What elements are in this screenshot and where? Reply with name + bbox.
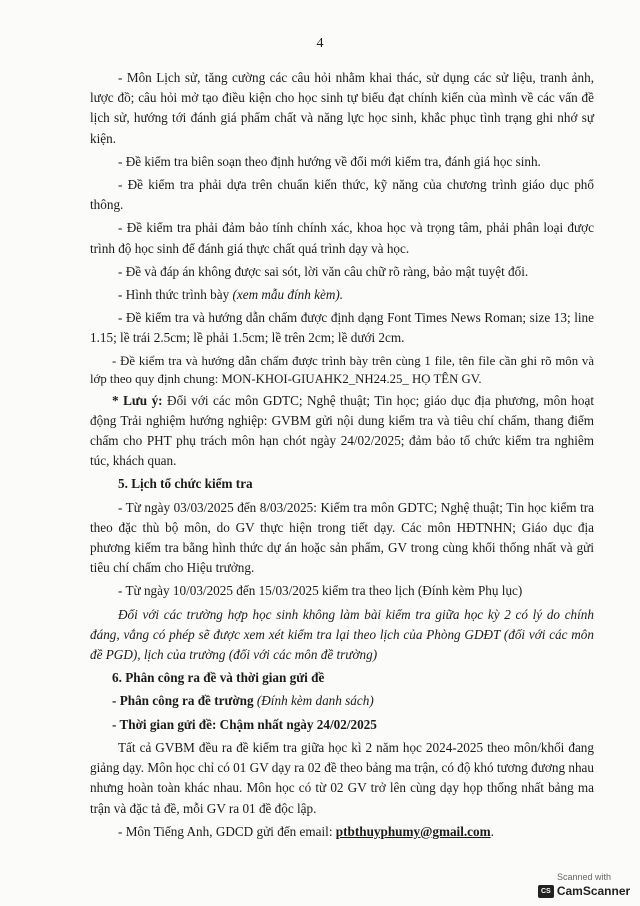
document-body <box>90 68 594 845</box>
paragraph-format <box>90 285 594 305</box>
scanner-watermark <box>536 872 632 898</box>
paragraph-teachers: Tất cả GVBM đều ra đề kiểm tra giữa học kì 2 năm học 2024-2025 theo môn/khối đang giảng dạy. Môn học chỉ có 01 GV dạy ra 02 đề theo bảng ma trận, có độ khó tương đương nhau nhưng hoàn toàn khác nhau. Môn học có từ 02 GV trở lên cùng dạy họp thống nhất bảng ma trận và đặc tả đề, mỗi GV ra 01 đề độc lập. <box>90 739 594 816</box>
email-link[interactable]: ptbthuyphumy@gmail.com <box>335 823 491 839</box>
paragraph-answer-key: - Đề và đáp án không được sai sót, lời văn câu chữ rõ ràng, bảo mật tuyệt đối. <box>118 263 529 279</box>
note-text: Đối với các môn GDTC; Nghệ thuật; Tin học; giáo dục địa phương, môn hoạt động Trải nghiệm hướng nghiệp: GVBM gửi nội dung kiểm tra và tiêu chí chấm, thang điểm chấm cho PHT phụ trách môn hạn chót ngày 24/02/2025; đảm bảo tổ chức kiểm tra nghiêm túc, khách quan. <box>90 392 594 469</box>
format-text: - Hình thức trình bày <box>118 287 233 303</box>
paragraph-deadline: - Thời gian gửi đề: Chậm nhất ngày 24/02/2025 <box>112 716 377 732</box>
heading-schedule: 5. Lịch tổ chức kiểm tra <box>118 476 253 492</box>
paragraph-history: - Môn Lịch sử, tăng cường các câu hỏi nhằm khai thác, sử dụng các sử liệu, tranh ảnh, lược đồ; câu hỏi mở tạo điều kiện cho học sinh tự biểu đạt chính kiến của mình về các vấn đề lịch sử, hướng tới đánh giá phẩm chất và năng lực học sinh, khắc phục tình trạng ghi nhớ sự kiện. <box>90 70 594 146</box>
paragraph-assignment <box>90 691 594 711</box>
paragraph-file-name: - Đề kiểm tra và hướng dẫn chấm được trình bày trên cùng 1 file, tên file cần ghi rõ môn và lớp theo quy định chung: MON-KHOI-GIUAHK2_NH24.25_ HỌ TÊN GV. <box>90 353 594 386</box>
paragraph-standard: - Đề kiểm tra phải dựa trên chuẩn kiến thức, kỹ năng của chương trình giáo dục phổ thông. <box>90 177 594 213</box>
assignment-note: (Đính kèm danh sách) <box>253 693 374 709</box>
paragraph-orientation: - Đề kiểm tra biên soạn theo định hướng về đổi mới kiểm tra, đánh giá học sinh. <box>118 153 541 169</box>
page-number: 4 <box>316 36 324 51</box>
assignment-label: - Phân công ra đề trường <box>112 693 254 709</box>
paragraph-absent: Đối với các trường hợp học sinh không làm bài kiểm tra giữa học kỳ 2 có lý do chính đáng, vắng có phép sẽ được xem xét kiểm tra lại theo lịch của Phòng GDĐT (đối với các môn đề PGD), lịch của trường (đối với các môn đề trường) <box>90 606 594 663</box>
heading-assignment: 6. Phân công ra đề và thời gian gửi đề <box>112 670 325 686</box>
camscanner-logo-icon: CS <box>538 885 554 898</box>
paragraph-font: - Đề kiểm tra và hướng dẫn chấm được định dạng Font Times News Roman; size 13; line 1.15; lề trái 2.5cm; lề phải 1.5cm; lề trên 2cm; lề dưới 2cm. <box>90 310 594 346</box>
email-text: - Môn Tiếng Anh, GDCD gửi đến email: <box>118 823 336 839</box>
paragraph-email <box>90 822 594 842</box>
email-end: . <box>490 823 494 839</box>
watermark-caption: Scanned with <box>556 872 612 882</box>
note-label: * Lưu ý: <box>112 392 163 408</box>
paragraph-schedule-1: - Từ ngày 03/03/2025 đến 8/03/2025: Kiểm tra môn GDTC; Nghệ thuật; Tin học kiểm tra theo đặc thù bộ môn, do GV thực hiện trong tiết dạy. Các môn HĐTNHN; Giáo dục địa phương kiểm tra bằng hình thức dự án hoặc sản phẩm, GV trong cùng khối thống nhất và gửi tiêu chí chấm cho Hiệu trưởng. <box>90 499 594 576</box>
paragraph-note <box>90 391 594 472</box>
format-note: (xem mẫu đính kèm). <box>232 287 344 303</box>
paragraph-accuracy: - Đề kiểm tra phải đảm bảo tính chính xác, khoa học và trọng tâm, phải phân loại được trình độ học sinh để đánh giá thực chất quá trình dạy và học. <box>90 220 594 256</box>
paragraph-schedule-2: - Từ ngày 10/03/2025 đến 15/03/2025 kiểm tra theo lịch (Đính kèm Phụ lục) <box>118 583 523 599</box>
watermark-brand: CamScanner <box>556 884 631 898</box>
